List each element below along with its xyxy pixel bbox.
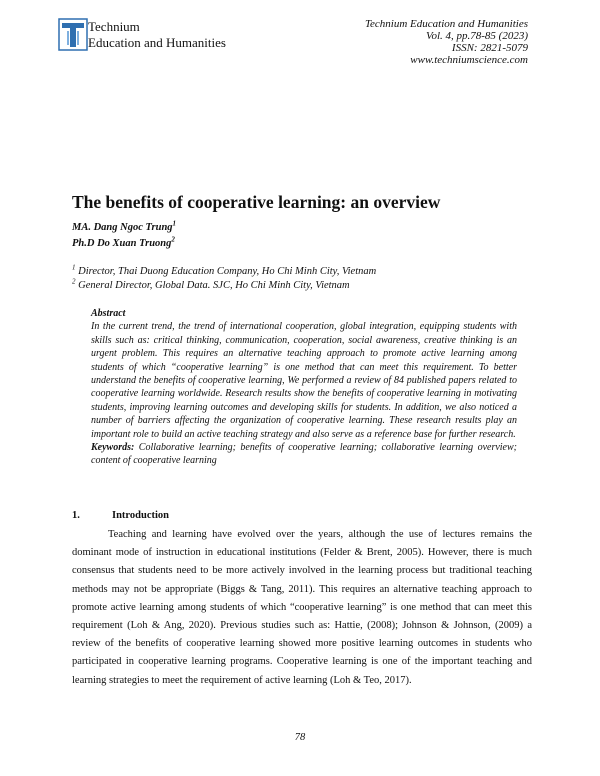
abstract-text: In the current trend, the trend of international cooperation, global integration, equipping students with skills such as: critical thinking, communication, cooperation, social awareness, creative thinking is an urgent problem. This requires an alternative teaching approach to promote active learning among students of which “cooperative learning” is one method that can meet this requirement. To better understand the benefits of cooperative learning, We performed a review of 84 published papers related to cooperative learning worldwide. Research results show the benefits of cooperative learning in motivating students, improving learning outcomes and developing skills for students. In addition, we also noticed a number of barriers affecting the organization of cooperative learning. These research results play an important role to build an active teaching strategy and also serve as a reference base for further research. [91, 321, 517, 440]
page-number: 78 [294, 732, 306, 743]
journal-logo [58, 18, 258, 54]
affiliation-text: Director, Thai Duong Education Company, Ho Chi Minh City, Vietnam [75, 266, 377, 277]
technium-logo-icon [58, 18, 90, 52]
author-name: Ph.D Do Xuan Truong [72, 238, 172, 249]
section-number: 1. [72, 510, 80, 521]
abstract-heading: Abstract [91, 308, 126, 319]
paper-title: The benefits of cooperative learning: an overview [72, 192, 441, 212]
logo-line-1: Technium [88, 19, 140, 34]
abstract-block [91, 307, 517, 468]
affiliation-1 [72, 265, 376, 279]
author-1 [72, 220, 176, 236]
journal-website[interactable]: www.techniumscience.com [410, 54, 528, 66]
affiliation-list [72, 265, 376, 293]
author-name: MA. Dang Ngoc Trung [72, 222, 173, 233]
author-list [72, 220, 176, 252]
section-heading [72, 510, 169, 521]
keywords [91, 441, 517, 468]
author-sup: 2 [171, 235, 175, 244]
section-title: Introduction [112, 510, 169, 521]
journal-name: Technium Education and Humanities [364, 18, 528, 30]
affiliation-text: General Director, Global Data. SJC, Ho Chi Minh City, Vietnam [75, 280, 350, 291]
journal-volume: Vol. 4, pp.78-85 (2023) [425, 30, 528, 42]
author-2 [72, 236, 176, 252]
affiliation-sup: 2 [72, 277, 76, 286]
journal-issn: ISSN: 2821-5079 [451, 42, 528, 54]
body-paragraph [72, 526, 532, 690]
logo-line-2: Education and Humanities [88, 35, 226, 50]
body-text: Teaching and learning have evolved over the years, although the use of lectures remains the dominant mode of instruction in educational institutions (Felder & Brent, 2005). However, there is much consensus that students need to be more actively involved in the learning process but traditional teaching methods may not be appropriate (Biggs & Tang, 2011). This requires an alternative teaching approach to promote active learning among students of which “cooperative learning” is one method that can meet this requirement (Loh & Ang, 2020). Previous studies such as: Hattie, (2008); Johnson & Johnson, (2009) a review of the benefits of cooperative learning showed more positive learning outcomes in students who participated in cooperative learning programs. Cooperative learning is one of the important teaching and learning strategies to meet the requirement of active learning (Loh & Teo, 2017). [72, 529, 532, 686]
keywords-label: Keywords: [91, 442, 135, 454]
affiliation-2 [72, 279, 376, 293]
author-sup: 1 [172, 219, 177, 228]
affiliation-sup: 1 [72, 263, 76, 272]
journal-header [365, 18, 528, 66]
logo-wordmark [88, 19, 226, 51]
keywords-text: Collaborative learning; benefits of cooperative learning; collaborative learning overview; content of cooperative learning [91, 442, 517, 467]
